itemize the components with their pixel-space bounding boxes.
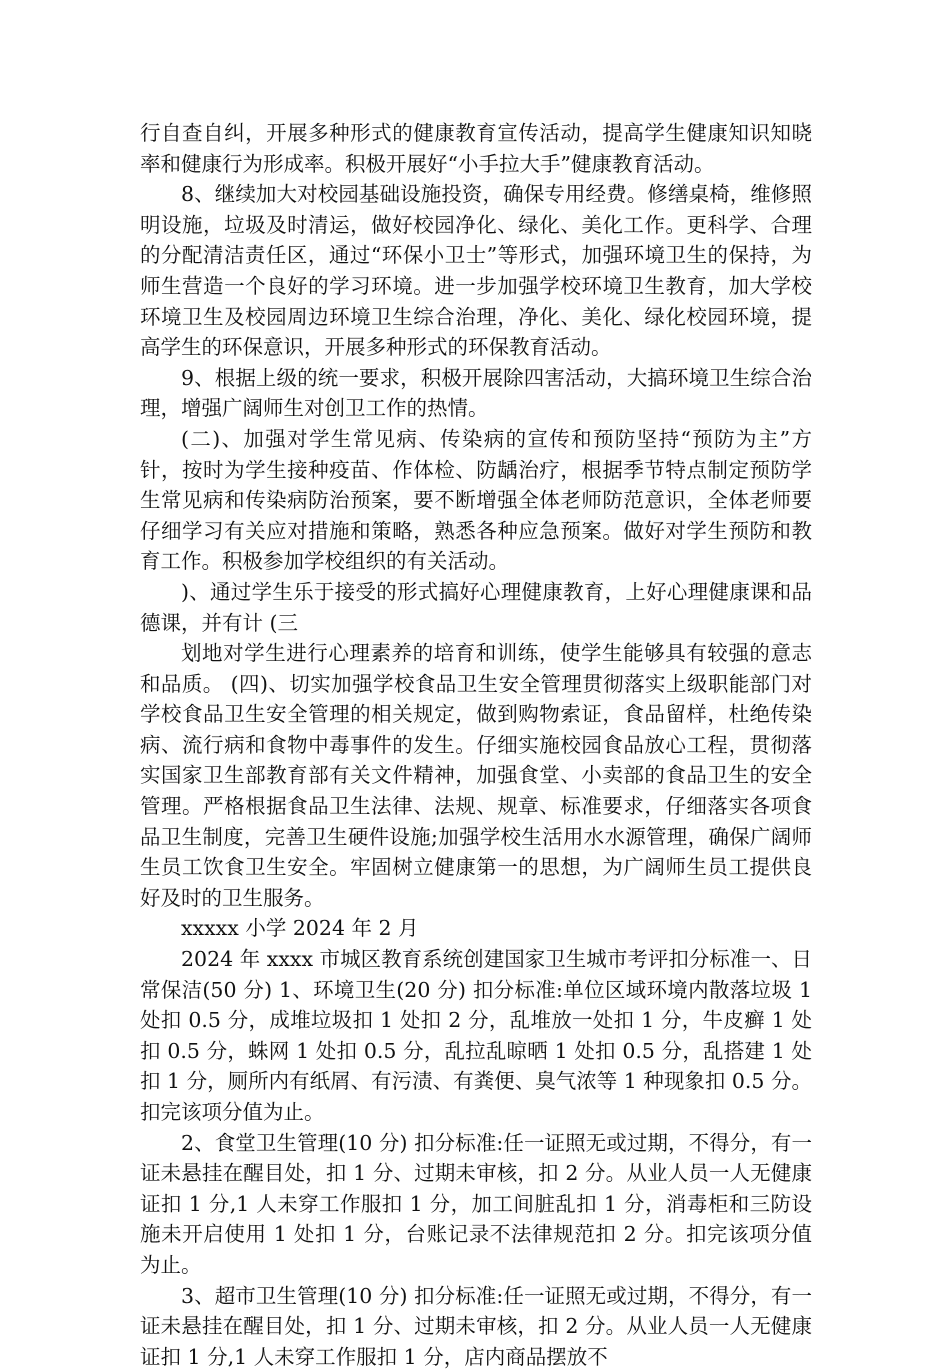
signature-line: xxxxx 小学 2024 年 2 月: [181, 916, 419, 941]
paragraph-standards-intro: 2024 年 xxxx 市城区教育系统创建国家卫生城市考评扣分标准一、日常保洁(50 分) 1、环境卫生(20 分) 扣分标准:单位区域环境内散落垃圾 1 处扣 0.5 分，成堆垃圾扣 1 处扣 2 分，乱堆放一处扣 1 分，牛皮癣 1 处扣 0.5 分，蛛网 1 处扣 0.5 分，乱拉乱晾晒 1 处扣 0.5 分，乱搭建 1 处扣 1 分，厕所内有纸屑、有污渍、有粪便、臭气浓等 1 种现象扣 0.5 分。扣完该项分值为止。: [140, 947, 812, 1124]
paragraph-item-8: 8、继续加大对校园基础设施投资，确保专用经费。修缮桌椅，维修照明设施，垃圾及时清运，做好校园净化、绿化、美化工作。更科学、合理的分配清洁责任区，通过“环保小卫士”等形式，加强环境卫生的保持，为师生营造一个良好的学习环境。进一步加强学校环境卫生教育，加大学校环境卫生及校园周边环境卫生综合治理，净化、美化、绿化校园环境，提高学生的环保意识，开展多种形式的环保教育活动。: [140, 182, 812, 360]
paragraph-section-3-start: )、通过学生乐于接受的形式搞好心理健康教育，上好心理健康课和品德课，并有计 (三: [140, 579, 812, 635]
document-body: [140, 118, 812, 1372]
paragraph-supermarket: 3、超市卫生管理(10 分) 扣分标准:任一证照无或过期，不得分，有一证未悬挂在醒目处，扣 1 分、过期未审核，扣 2 分。从业人员一人无健康证扣 1 分,1 人未穿工作服扣 1 分，店内商品摆放不: [140, 1283, 812, 1369]
paragraph-canteen: 2、食堂卫生管理(10 分) 扣分标准:任一证照无或过期，不得分，有一证未悬挂在醒目处，扣 1 分、过期未审核，扣 2 分。从业人员一人无健康证扣 1 分,1 人未穿工作服扣 1 分，加工间脏乱扣 1 分，消毒柜和三防设施未开启使用 1 处扣 1 分，台账记录不法律规范扣 2 分。扣完该项分值为止。: [140, 1130, 812, 1277]
paragraph-section-3-4: 划地对学生进行心理素养的培育和训练，使学生能够具有较强的意志和品质。 (四)、切实加强学校食品卫生安全管理贯彻落实上级职能部门对学校食品卫生安全管理的相关规定，做到购物索证，食品留样，杜绝传染病、流行病和食物中毒事件的发生。仔细实施校园食品放心工程，贯彻落实国家卫生部教育部有关文件精神，加强食堂、小卖部的食品卫生的安全管理。严格根据食品卫生法律、法规、规章、标准要求，仔细落实各项食品卫生制度，完善卫生硬件设施;加强学校生活用水水源管理，确保广阔师生员工饮食卫生安全。牢固树立健康第一的思想，为广阔师生员工提供良好及时的卫生服务。: [140, 641, 812, 910]
paragraph-section-2: (二)、加强对学生常见病、传染病的宣传和预防坚持“预防为主”方针，按时为学生接种疫苗、作体检、防龋治疗，根据季节特点制定预防学生常见病和传染病防治预案，要不断增强全体老师防范意识，全体老师要仔细学习有关应对措施和策略，熟悉各种应急预案。做好对学生预防和教育工作。积极参加学校组织的有关活动。: [140, 426, 812, 574]
paragraph-continuation: 行自查自纠，开展多种形式的健康教育宣传活动，提高学生健康知识知晓率和健康行为形成率。积极开展好“小手拉大手”健康教育活动。: [140, 121, 812, 176]
paragraph-item-9: 9、根据上级的统一要求，积极开展除四害活动，大搞环境卫生综合治理，增强广阔师生对创卫工作的热情。: [140, 365, 812, 421]
